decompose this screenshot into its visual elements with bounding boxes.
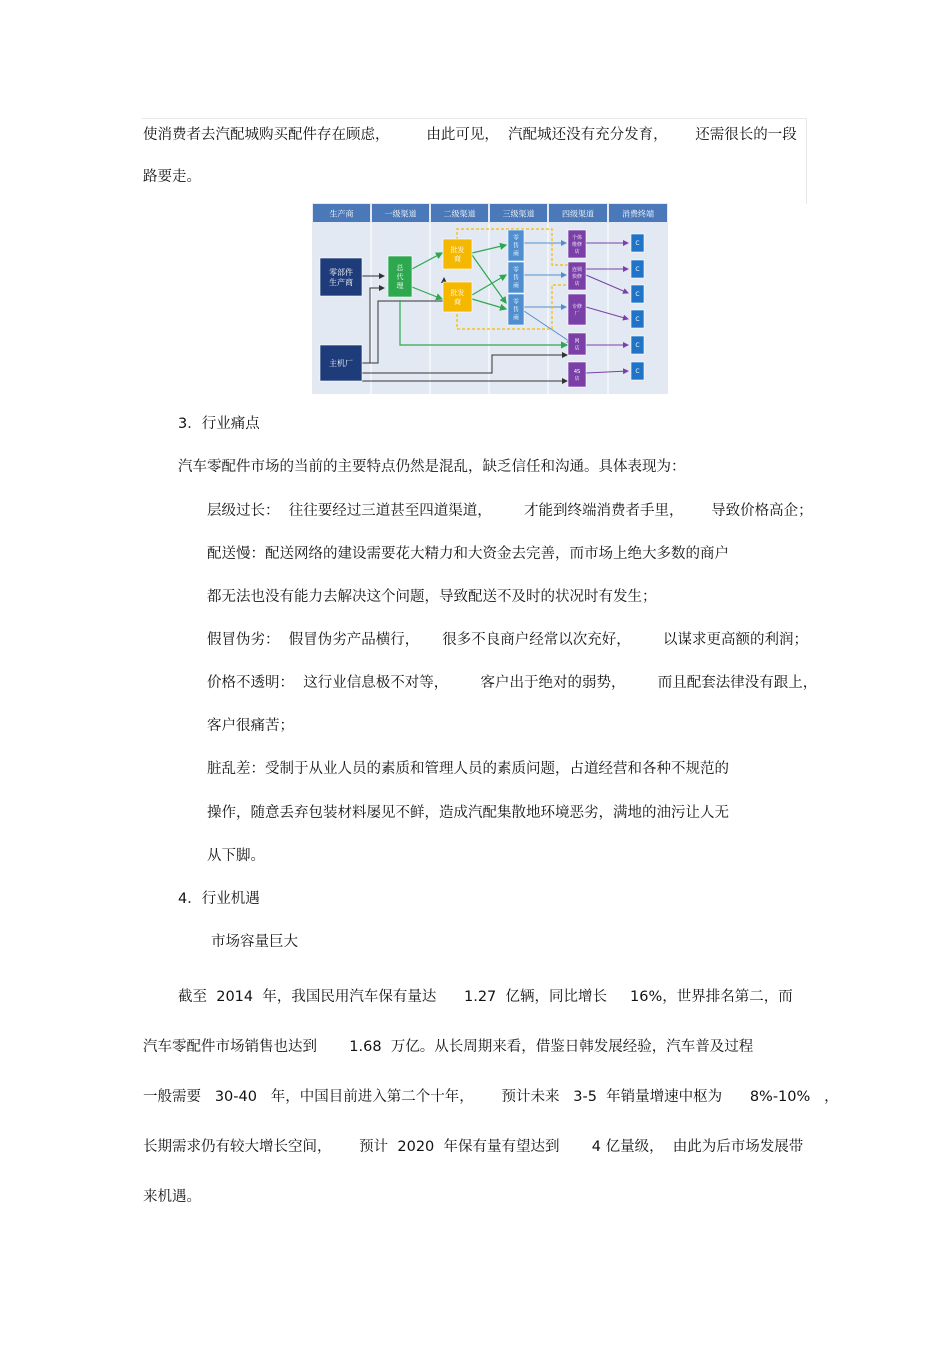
node-label: 批发 xyxy=(450,245,465,254)
node-label: 零 xyxy=(512,298,520,306)
level4-channel-node xyxy=(568,333,586,355)
diagram-header-row xyxy=(313,204,667,222)
node-label: 商 xyxy=(512,282,520,290)
paragraph-line: 汽车零配件市场的当前的主要特点仍然是混乱，缺乏信任和沟通。具体表现为： xyxy=(178,459,686,475)
parts-manufacturer-node xyxy=(320,258,362,296)
paragraph-line: 客户很痛苦； xyxy=(207,718,294,734)
paragraph-line: 路要走。 xyxy=(143,169,201,185)
node-label: 商 xyxy=(512,250,520,258)
node-label: C xyxy=(635,316,640,324)
node-label: 售 xyxy=(512,274,520,282)
paragraph-line: 使消费者去汽配城购买配件存在顾虑， 由此可见， 汽配城还没有充分发育， 还需很长的一段 xyxy=(143,127,797,143)
level4-channel-node xyxy=(568,262,586,290)
level4-channel-node xyxy=(568,230,586,258)
node-label: 生产商 xyxy=(329,277,353,287)
node-label: 维修 xyxy=(571,241,583,248)
node-label: 总 xyxy=(396,263,404,272)
node-label: 店 xyxy=(574,345,580,352)
oem-node xyxy=(320,345,362,381)
header-label: 消费终端 xyxy=(622,209,654,219)
consumer-node xyxy=(631,260,644,278)
node-label: 店 xyxy=(574,248,580,255)
node-label: C xyxy=(635,291,640,299)
header-label: 二级渠道 xyxy=(443,209,476,219)
node-label: 个体 xyxy=(571,234,583,241)
node-label: 批发 xyxy=(450,288,465,297)
consumer-node xyxy=(631,285,644,303)
header-label: 生产商 xyxy=(329,209,354,219)
node-label: 零 xyxy=(512,234,520,242)
paragraph-line: 汽车零配件市场销售也达到 1.68 万亿。从长周期来看，借鉴日韩发展经验，汽车普及过程 xyxy=(143,1039,754,1055)
consumer-node xyxy=(631,234,644,252)
node-label: 零 xyxy=(512,266,520,274)
paragraph-line: 长期需求仍有较大增长空间， 预计 2020 年保有量有望达到 4 亿量级， 由此为后市场发展带 xyxy=(143,1139,804,1155)
retailer-node xyxy=(508,230,524,261)
header-label: 一级渠道 xyxy=(384,209,417,219)
consumer-node xyxy=(631,310,644,328)
consumer-node xyxy=(631,336,644,354)
paragraph-line: 层级过长： 往往要经过三道甚至四道渠道， 才能到终端消费者手里， 导致价格高企； xyxy=(207,503,813,519)
node-label: 售 xyxy=(512,242,520,250)
consumer-node xyxy=(631,362,644,380)
paragraph-line: 从下脚。 xyxy=(207,848,265,864)
level4-channel-node xyxy=(568,362,586,387)
node-label: C xyxy=(635,266,640,274)
node-label: C xyxy=(635,368,640,376)
node-label: 店 xyxy=(574,375,580,382)
retailer-node xyxy=(508,262,524,293)
node-label: 售 xyxy=(512,306,520,314)
diagram-background xyxy=(312,203,668,394)
paragraph-line: 截至 2014 年，我国民用汽车保有量达 1.27 亿辆，同比增长 16%，世界排名第二，而 xyxy=(178,989,793,1005)
general-agent-node xyxy=(388,256,412,297)
header-label: 三级渠道 xyxy=(502,209,535,219)
paragraph-line: 配送慢：配送网络的建设需要花大精力和大资金去完善，而市场上绝大多数的商户 xyxy=(207,546,729,562)
node-label: 连锁 xyxy=(571,266,583,273)
paragraph-line: 操作，随意丢弃包装材料屡见不鲜，造成汽配集散地环境恶劣，满地的油污让人无 xyxy=(207,805,729,821)
paragraph-line: 都无法也没有能力去解决这个问题，导致配送不及时的状况时有发生； xyxy=(207,589,657,605)
node-label: 4S xyxy=(573,368,581,375)
paragraph-line: 脏乱差：受制于从业人员的素质和管理人员的素质问题，占道经营和各种不规范的 xyxy=(207,761,729,777)
section-heading: 4．行业机遇 xyxy=(178,891,260,907)
node-label: 厂 xyxy=(574,310,580,317)
node-label: 商 xyxy=(512,314,520,322)
header-label: 四级渠道 xyxy=(562,209,594,219)
node-label: 快修 xyxy=(571,273,583,280)
node-label: 商 xyxy=(454,297,461,306)
paragraph-line: 假冒伪劣： 假冒伪劣产品横行， 很多不良商户经常以次充好， 以谋求更高额的利润； xyxy=(207,632,809,648)
node-label: 零部件 xyxy=(329,267,353,277)
subheading: 市场容量巨大 xyxy=(211,934,298,950)
wholesaler-node xyxy=(443,239,472,269)
node-label: 主机厂 xyxy=(329,358,353,368)
retailer-node xyxy=(508,294,524,325)
node-label: C xyxy=(635,240,640,248)
level4-channel-node xyxy=(568,294,586,325)
channel-diagram xyxy=(312,203,668,394)
node-label: 店 xyxy=(574,280,580,287)
node-label: 商 xyxy=(454,254,461,263)
paragraph-line: 来机遇。 xyxy=(143,1189,201,1205)
paragraph-line: 价格不透明： 这行业信息极不对等， 客户出于绝对的弱势， 而且配套法律没有跟上， xyxy=(207,675,818,691)
node-label: 代 xyxy=(396,272,404,281)
section-heading: 3．行业痛点 xyxy=(178,416,260,432)
node-label: C xyxy=(635,342,640,350)
node-label: 理 xyxy=(396,281,404,290)
node-label: 专修 xyxy=(571,303,583,310)
node-label: 网 xyxy=(574,338,580,345)
paragraph-line: 一般需要 30-40 年，中国目前进入第二个十年， 预计未来 3-5 年销量增速中枢为 8%-10% ， xyxy=(143,1089,839,1105)
wholesaler-node xyxy=(443,282,472,312)
